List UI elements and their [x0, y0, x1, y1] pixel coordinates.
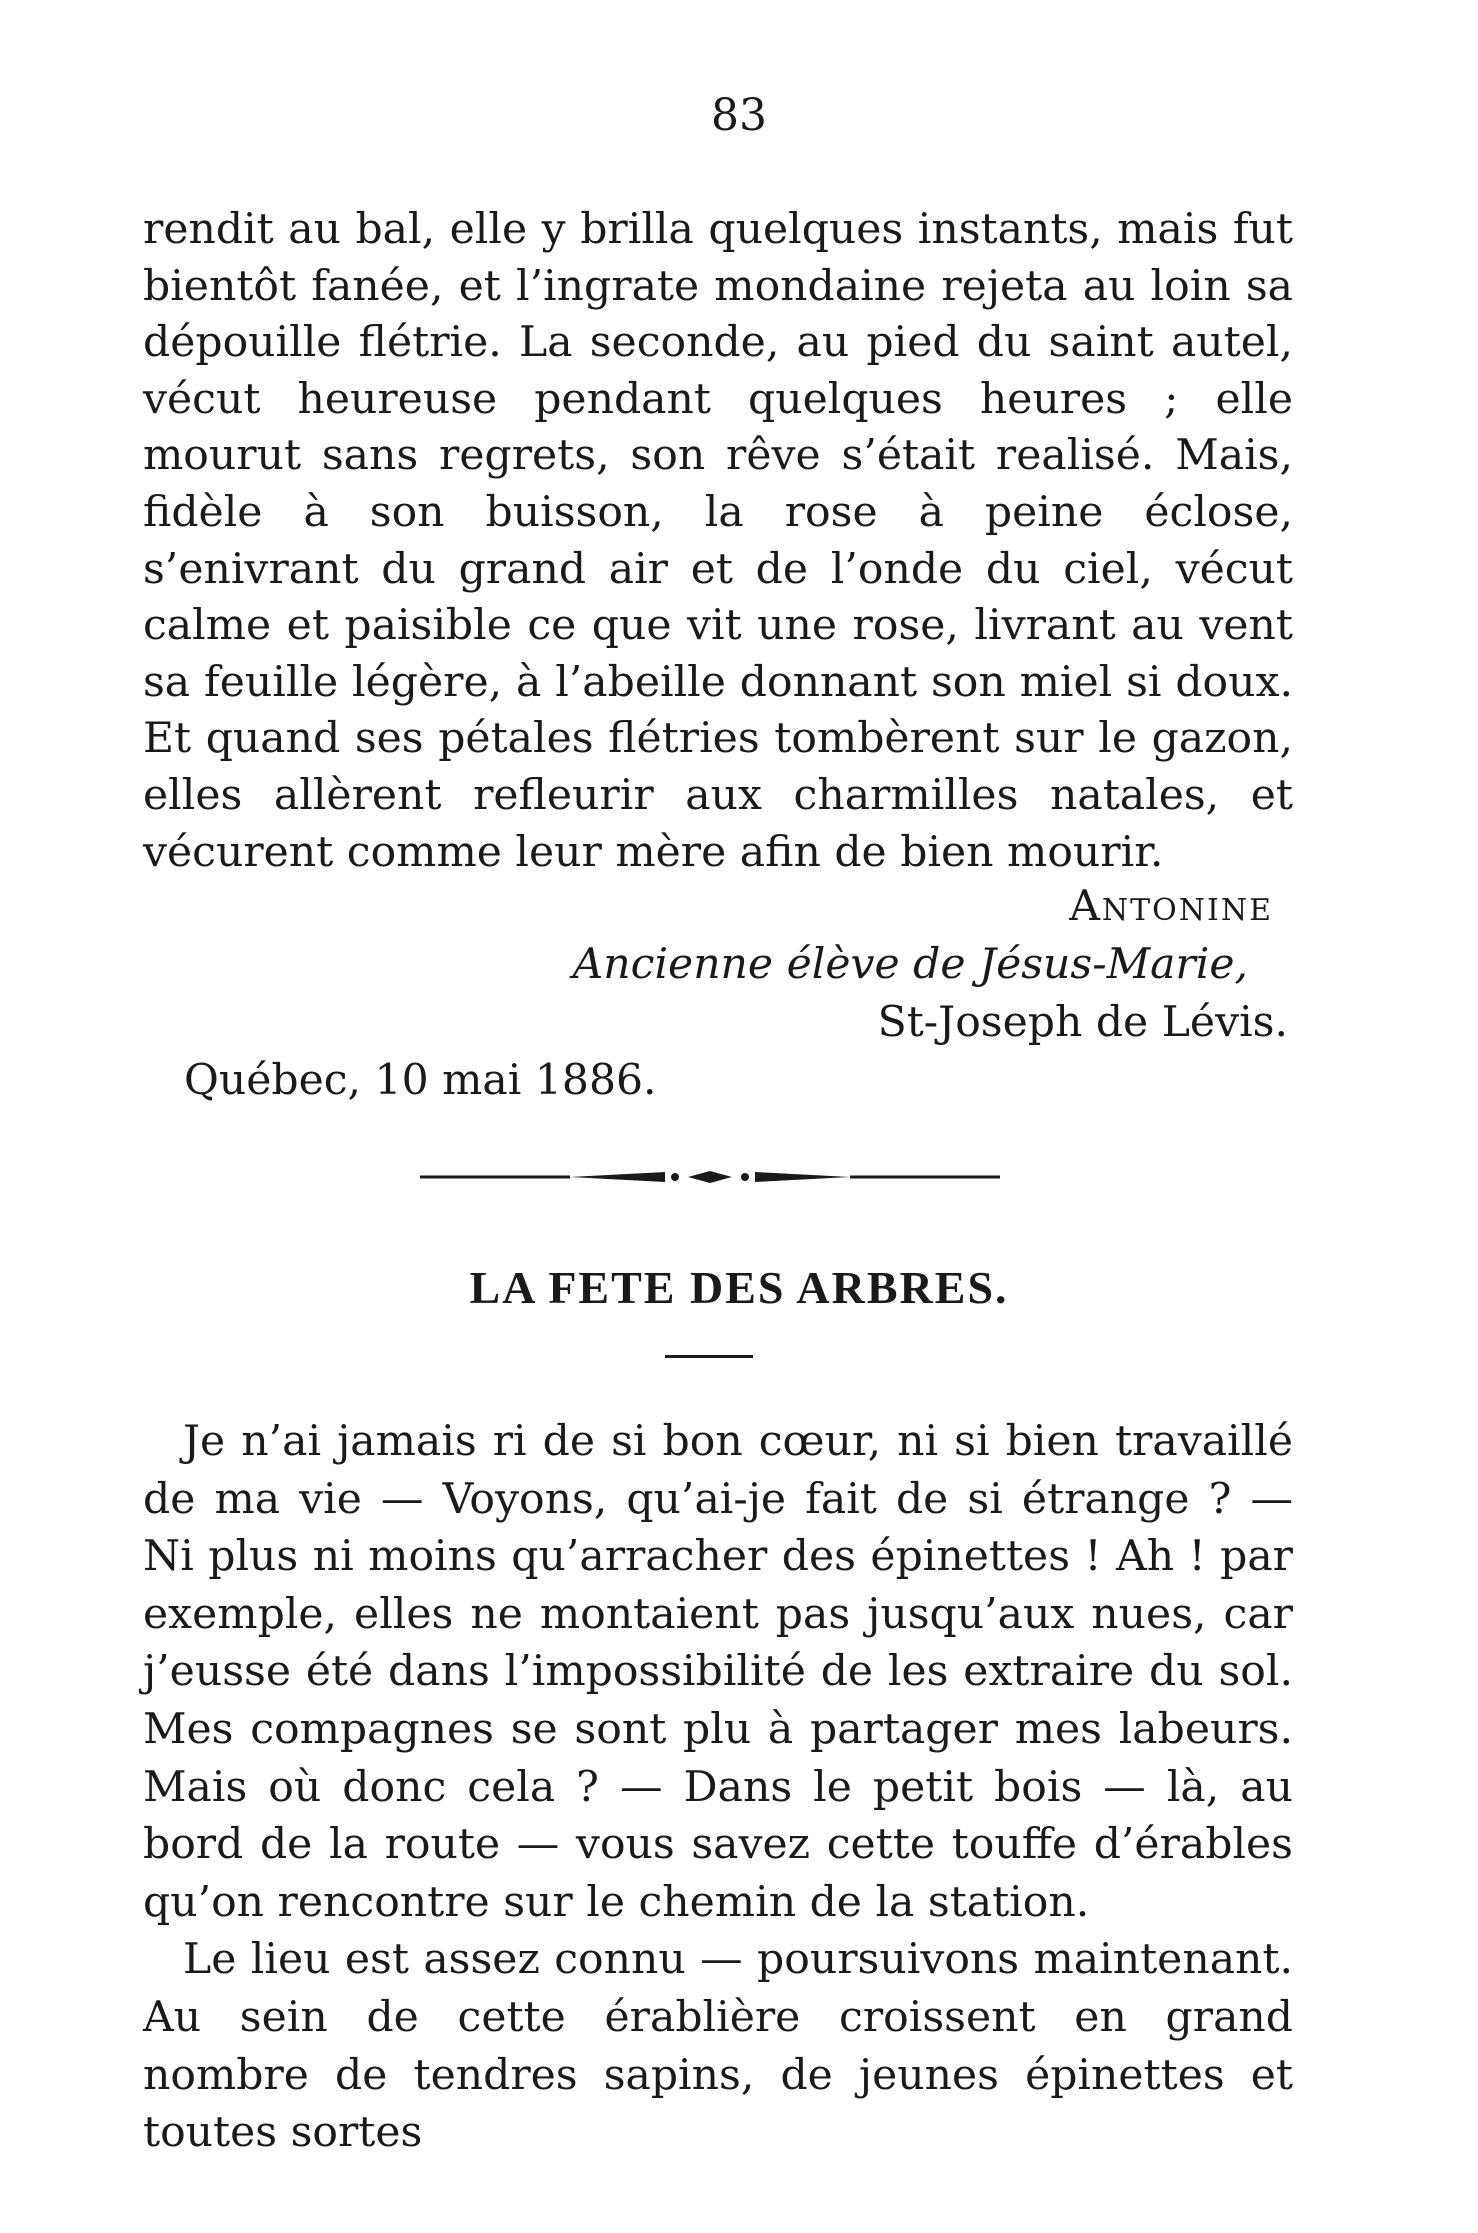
signature-name: Antonine — [1069, 882, 1273, 931]
section-paragraph-2: Le lieu est assez connu — poursuivons maintenant. Au sein de cette érablière croissent en grand nombre de tendres sapins, de jeunes épinettes et toutes sortes — [143, 1935, 1293, 2158]
signature-place: St-Joseph de Lévis. — [877, 998, 1288, 1047]
ornamental-divider — [420, 1162, 1000, 1192]
page-number: 83 — [711, 90, 767, 141]
first-passage-paragraph: rendit au bal, elle y brilla quelques instants, mais fut bientôt fanée, et l’ingrate mondaine rejeta au loin sa dépouille flétrie. La seconde, au pied du saint autel, vécut heureuse pendant quelques heures ; elle mourut sans regrets, son rêve s’était realisé. Mais, fidèle à son buisson, la rose à peine éclose, s’enivrant du grand air et de l’onde du ciel, vécut calme et paisible ce que vit une rose, livrant au vent sa feuille légère, à l’abeille donnant son miel si doux. Et quand ses pétales flétries tombèrent sur le gazon, elles allèrent refleurir aux charmilles natales, et vécurent comme leur mère afin de bien mourir. — [143, 205, 1293, 877]
signature-role: Ancienne élève de Jésus-Marie, — [572, 940, 1248, 989]
section-title: LA FETE DES ARBRES. — [469, 1262, 1009, 1313]
title-rule — [665, 1355, 753, 1358]
first-passage — [143, 202, 1293, 881]
section-paragraph-1: Je n’ai jamais ri de si bon cœur, ni si bien travaillé de ma vie — Voyons, qu’ai-je fait de si étrange ? — Ni plus ni moins qu’arracher des épinettes ! Ah ! par exemple, elles ne montaient pas jusqu’aux nues, car j’eusse été dans l’impossibilité de les extraire du sol. Mes compagnes se sont plu à partager mes labeurs. Mais où donc cela ? — Dans le petit bois — là, au bord de la route — vous savez cette touffe d’érables qu’on rencontre sur le chemin de la station. — [143, 1417, 1293, 1927]
section-body — [143, 1413, 1293, 2162]
dateline: Québec, 10 mai 1886. — [184, 1056, 657, 1105]
